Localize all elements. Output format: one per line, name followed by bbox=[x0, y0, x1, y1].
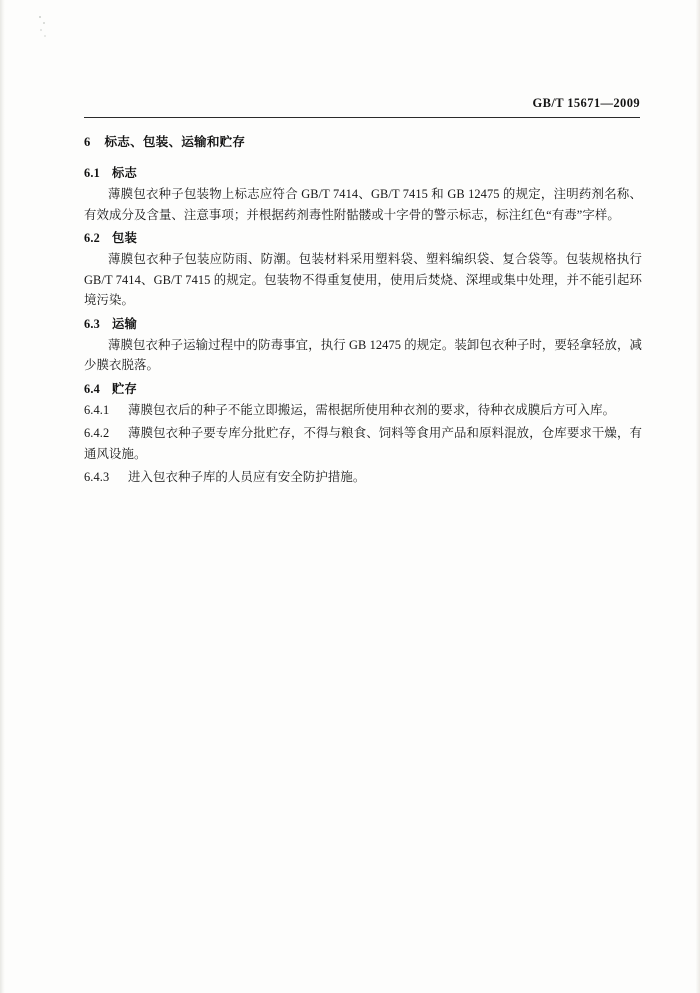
clause-6-3-title: 运输 bbox=[111, 316, 137, 331]
item-6-4-3 bbox=[84, 467, 642, 488]
heading-clause-6-2 bbox=[84, 228, 642, 246]
page-left-edge-shadow bbox=[0, 0, 5, 993]
page-right-edge-shadow bbox=[696, 0, 700, 993]
clause-6-2-number: 6.2 bbox=[84, 231, 100, 245]
clause-6-2-title: 包装 bbox=[111, 231, 137, 245]
paragraph-6-2-1: 薄膜包衣种子包装应防雨、防潮。包装材料采用塑料袋、塑料编织袋、复合袋等。包装规格执行 GB/T 7414、GB/T 7415 的规定。包装物不得重复使用，使用后焚烧、深埋或集中处理，并不能引起环境污染。 bbox=[84, 252, 642, 307]
item-6-4-1-number: 6.4.1 bbox=[84, 402, 110, 417]
item-6-4-1-text: 薄膜包衣后的种子不能立即搬运，需根据所使用种衣剂的要求，待种衣成膜后方可入库。 bbox=[128, 402, 616, 417]
section-6-4 bbox=[84, 379, 642, 488]
section-6-1 bbox=[84, 163, 642, 225]
clause-6-4-number: 6.4 bbox=[84, 381, 100, 396]
clause-6-3-number: 6.3 bbox=[84, 316, 100, 331]
item-6-4-1 bbox=[84, 400, 642, 421]
section-6-3 bbox=[84, 314, 642, 376]
item-6-4-2 bbox=[84, 423, 642, 464]
heading-clause-6-1 bbox=[84, 163, 642, 181]
clause-6-title: 标志、包装、运输和贮存 bbox=[104, 135, 246, 149]
item-6-4-2-text: 薄膜包衣种子要专库分批贮存，不得与粮食、饲料等食用产品和原料混放，仓库要求干燥，有通风设施。 bbox=[84, 426, 642, 461]
page-header bbox=[84, 96, 640, 118]
clause-6-4-title: 贮存 bbox=[111, 381, 137, 396]
scan-speckle-artifact bbox=[38, 14, 48, 40]
clause-6-1-number: 6.1 bbox=[84, 166, 100, 180]
paragraph-6-1-1: 薄膜包衣种子包装物上标志应符合 GB/T 7414、GB/T 7415 和 GB 12475 的规定，注明药剂名称、有效成分及含量、注意事项；并根据药剂毒性附骷髅或十字骨的警示标志，标注红色“有毒”字样。 bbox=[84, 187, 642, 222]
item-6-4-3-number: 6.4.3 bbox=[84, 470, 110, 484]
heading-clause-6 bbox=[84, 131, 642, 150]
clause-6-1-title: 标志 bbox=[111, 166, 137, 180]
item-6-4-3-text: 进入包衣种子库的人员应有安全防护措施。 bbox=[128, 470, 366, 484]
heading-clause-6-4 bbox=[84, 379, 642, 397]
heading-clause-6-3 bbox=[84, 314, 642, 332]
standard-number: GB/T 15671—2009 bbox=[532, 96, 640, 110]
section-6-2 bbox=[84, 228, 642, 311]
item-6-4-2-number: 6.4.2 bbox=[84, 426, 110, 440]
header-divider bbox=[84, 117, 640, 118]
paragraph-6-3-1: 薄膜包衣种子运输过程中的防毒事宜，执行 GB 12475 的规定。装卸包衣种子时，要轻拿轻放，减少膜衣脱落。 bbox=[84, 337, 642, 372]
clause-6-number: 6 bbox=[84, 135, 91, 149]
document-body bbox=[84, 131, 642, 491]
